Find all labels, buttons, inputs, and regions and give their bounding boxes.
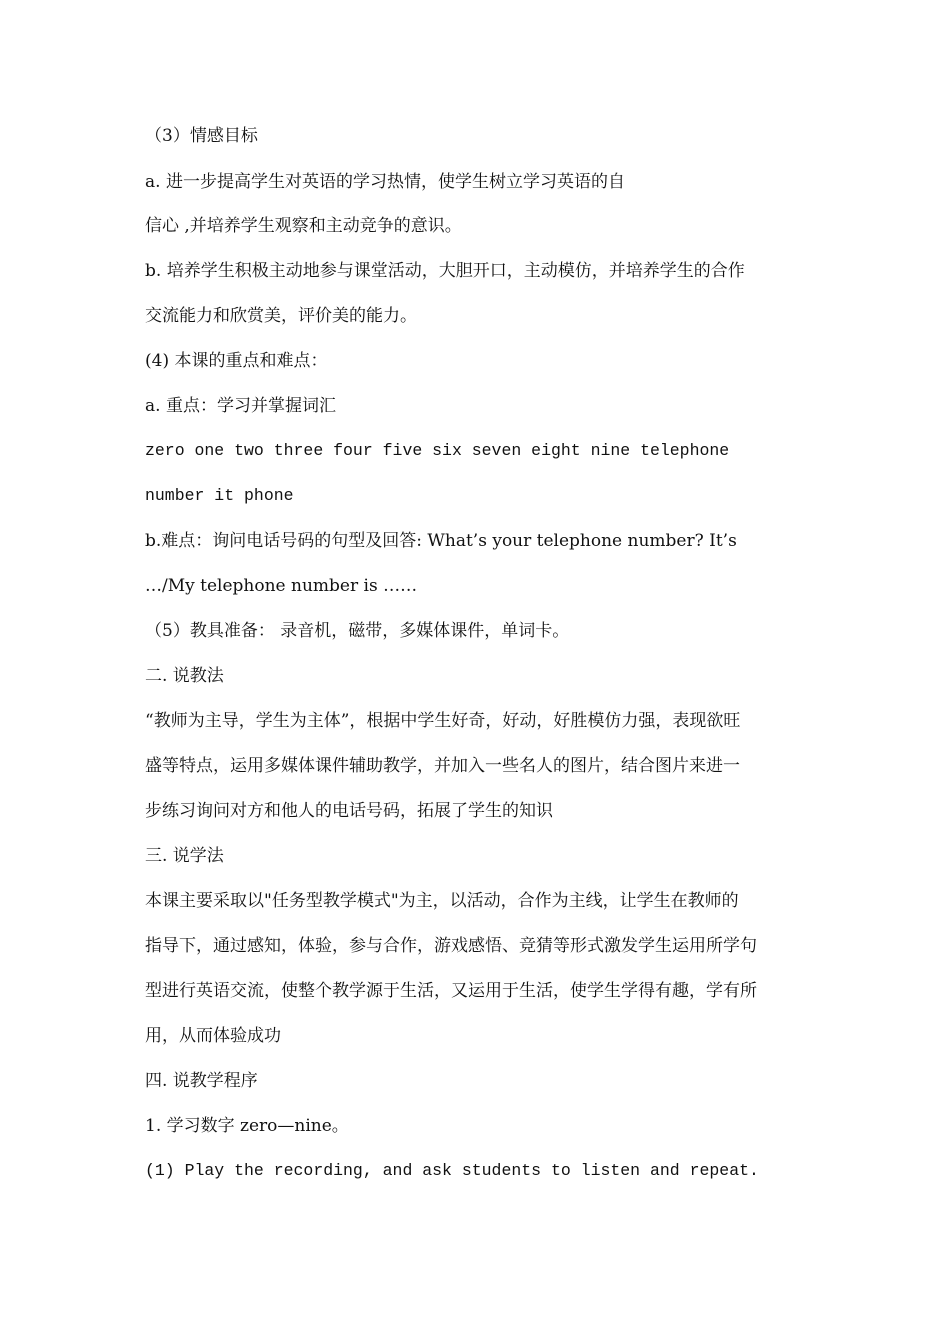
paragraph-line: 步练习询问对方和他人的电话号码，拓展了学生的知识: [145, 801, 553, 821]
heading-key-points: (4) 本课的重点和难点：: [145, 351, 328, 371]
vocabulary-line: zero one two three four five six seven eight nine telephone: [145, 441, 730, 460]
section-heading-learning-method: 三. 说学法: [145, 846, 224, 866]
paragraph-line: 本课主要采取以"任务型教学模式"为主，以活动，合作为主线，让学生在教师的: [145, 891, 739, 911]
section-heading-teaching-method: 二. 说教法: [145, 666, 224, 686]
paragraph-line: 信心 ,并培养学生观察和主动竞争的意识。: [145, 216, 462, 236]
instruction-line: (1) Play the recording, and ask students to listen and repeat.: [145, 1161, 759, 1180]
paragraph-line: 指导下，通过感知，体验，参与合作，游戏感悟、竞猜等形式激发学生运用所学句: [145, 936, 757, 956]
paragraph-line: a. 重点：学习并掌握词汇: [145, 396, 336, 416]
paragraph-line: b. 培养学生积极主动地参与课堂活动，大胆开口，主动模仿，并培养学生的合作: [145, 261, 745, 281]
paragraph-line: a. 进一步提高学生对英语的学习热情，使学生树立学习英语的自: [145, 172, 625, 192]
paragraph-line: “教师为主导，学生为主体”，根据中学生好奇，好动，好胜模仿力强，表现欲旺: [145, 711, 741, 731]
paragraph-line: 1. 学习数字 zero—nine。: [145, 1116, 349, 1136]
paragraph-line: b.难点：询问电话号码的句型及回答: What’s your telephone number? It’s: [145, 531, 737, 551]
paragraph-line: …/My telephone number is ……: [145, 576, 418, 596]
paragraph-line: 用，从而体验成功: [145, 1026, 281, 1046]
paragraph-line: 交流能力和欣赏美，评价美的能力。: [145, 306, 417, 326]
heading-teaching-aids: （5）教具准备： 录音机，磁带，多媒体课件，单词卡。: [145, 621, 570, 641]
paragraph-line: 型进行英语交流，使整个教学源于生活，又运用于生活，使学生学得有趣，学有所: [145, 981, 757, 1001]
heading-affective-goals: （3）情感目标: [145, 126, 258, 146]
vocabulary-line: number it phone: [145, 486, 294, 505]
section-heading-teaching-procedure: 四. 说教学程序: [145, 1071, 258, 1091]
paragraph-line: 盛等特点，运用多媒体课件辅助教学，并加入一些名人的图片，结合图片来进一: [145, 756, 740, 776]
